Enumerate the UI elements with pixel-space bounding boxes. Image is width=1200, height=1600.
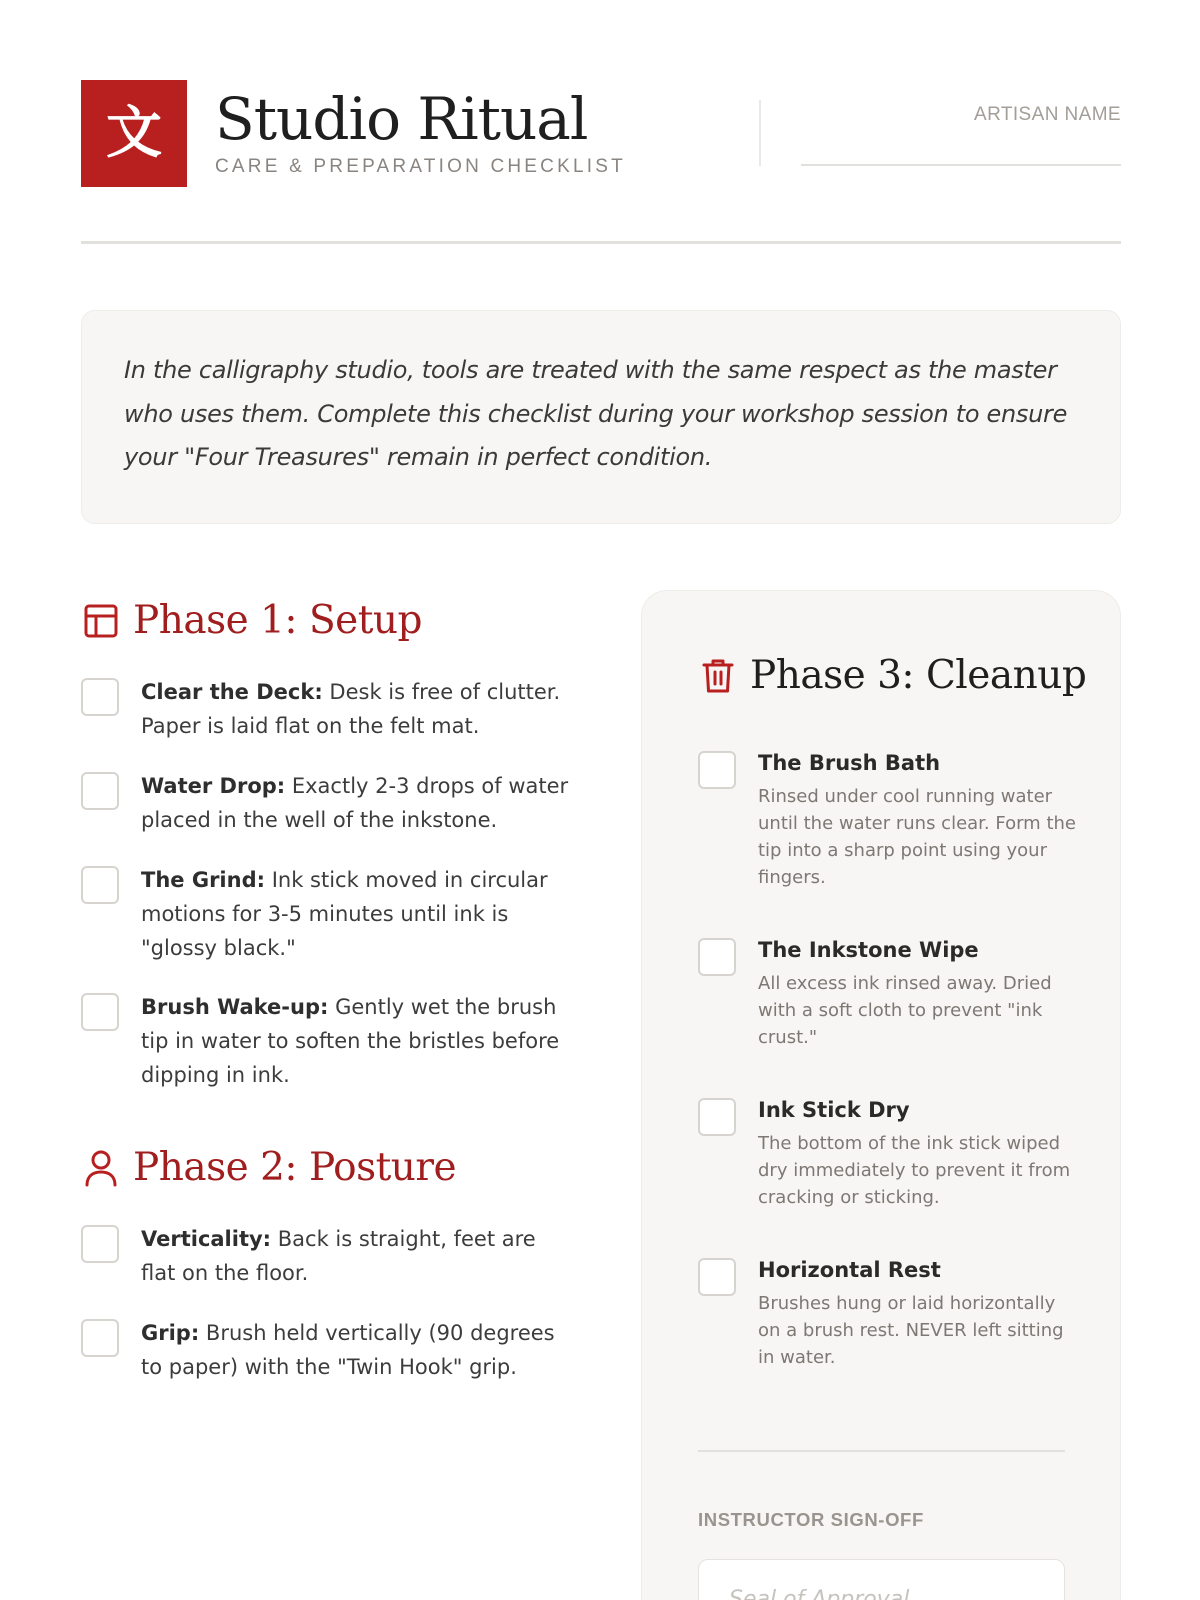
signoff-input[interactable] (698, 1559, 1065, 1600)
page-title: Studio Ritual (215, 85, 588, 153)
phase1-heading (81, 598, 422, 644)
item-title: The Inkstone Wipe (758, 938, 979, 962)
item-text: Desk is free of clutter. Paper is laid flat on the felt mat. (141, 680, 561, 738)
item-description: The bottom of the ink stick wiped dry immediately to prevent it from cracking or sticking. (758, 1133, 1071, 1208)
phase3-title: Phase 3: Cleanup (750, 653, 1087, 698)
phase3-heading (698, 653, 1086, 699)
item-label: Grip: (141, 1321, 200, 1345)
artisan-name-input[interactable] (801, 130, 1121, 166)
artisan-name-label: ARTISAN NAME (974, 104, 1121, 125)
phase1-title: Phase 1: Setup (133, 598, 423, 643)
checkbox[interactable] (81, 1319, 119, 1357)
item-label: The Grind: (141, 868, 266, 892)
item-text: Gently wet the brush tip in water to soften the bristles before dipping in ink. (141, 995, 560, 1087)
item-label: Verticality: (141, 1227, 272, 1251)
checkbox[interactable] (81, 993, 119, 1031)
item-title: Horizontal Rest (758, 1258, 941, 1282)
checklist-item (81, 678, 571, 743)
cleanup-item (698, 751, 1078, 891)
signoff-label: INSTRUCTOR SIGN-OFF (698, 1509, 924, 1530)
checkbox[interactable] (698, 1258, 736, 1296)
item-text: Exactly 2-3 drops of water placed in the well of the inkstone. (141, 774, 569, 832)
item-title: The Brush Bath (758, 751, 941, 775)
checkbox[interactable] (81, 866, 119, 904)
logo-glyph: 文 (106, 100, 162, 166)
cleanup-item (698, 938, 1078, 1051)
cleanup-item (698, 1098, 1078, 1211)
item-text: Back is straight, feet are flat on the floor. (141, 1227, 536, 1285)
card-divider (698, 1450, 1065, 1452)
item-description: Brushes hung or laid horizontally on a brush rest. NEVER left sitting in water. (758, 1293, 1064, 1368)
checklist-item (81, 772, 571, 837)
phase2-title: Phase 2: Posture (133, 1145, 457, 1190)
item-label: Water Drop: (141, 774, 286, 798)
user-icon (81, 1148, 121, 1188)
checkbox[interactable] (698, 1098, 736, 1136)
item-text: Ink stick moved in circular motions for 3-5 minutes until ink is "glossy black." (141, 868, 548, 960)
checklist-item (81, 1319, 571, 1384)
intro-text: In the calligraphy studio, tools are treated with the same respect as the master who uses them. Complete this checklist during your workshop session to ensure your "Four Treasures" remain in perfect condition. (124, 356, 1068, 471)
checkbox[interactable] (81, 1225, 119, 1263)
page-header (81, 80, 1121, 244)
checkbox[interactable] (698, 751, 736, 789)
cleanup-card (641, 590, 1121, 1600)
item-description: Rinsed under cool running water until the water runs clear. Form the tip into a sharp point using your fingers. (758, 786, 1076, 888)
title-block (215, 86, 626, 178)
checklist-item (81, 1225, 571, 1290)
phase2-heading (81, 1145, 456, 1191)
item-text: Brush held vertically (90 degrees to paper) with the "Twin Hook" grip. (141, 1321, 555, 1379)
checkbox[interactable] (81, 678, 119, 716)
page-subtitle: CARE & PREPARATION CHECKLIST (215, 156, 626, 177)
item-description: All excess ink rinsed away. Dried with a soft cloth to prevent "ink crust." (758, 973, 1052, 1048)
studio-logo (81, 80, 187, 187)
checklist-item (81, 866, 571, 965)
item-label: Clear the Deck: (141, 680, 323, 704)
cleanup-item (698, 1258, 1078, 1371)
checkbox[interactable] (81, 772, 119, 810)
item-title: Ink Stick Dry (758, 1098, 910, 1122)
item-label: Brush Wake-up: (141, 995, 329, 1019)
intro-panel (81, 310, 1121, 524)
checklist-item (81, 993, 571, 1092)
layout-icon (81, 601, 121, 641)
header-divider (759, 100, 761, 166)
checkbox[interactable] (698, 938, 736, 976)
trash-icon (698, 656, 738, 696)
